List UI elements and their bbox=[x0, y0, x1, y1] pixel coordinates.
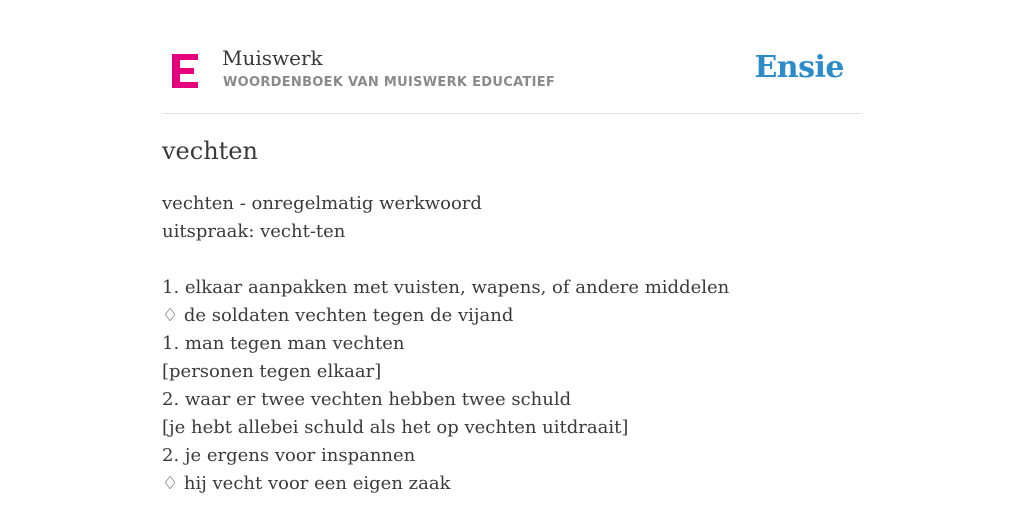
entry-line: ♢ de soldaten vechten tegen de vijand bbox=[162, 305, 514, 326]
muiswerk-logo-icon[interactable] bbox=[172, 54, 200, 88]
entry-line: 2. je ergens voor inspannen bbox=[162, 445, 416, 466]
entry-line: ♢ hij vecht voor een eigen zaak bbox=[162, 473, 451, 494]
site-title[interactable]: Muiswerk bbox=[222, 46, 323, 70]
entry-line: 1. man tegen man vechten bbox=[162, 333, 405, 354]
entry-line: [je hebt allebei schuld als het op vechten uitdraait] bbox=[162, 417, 629, 438]
site-subtitle: WOORDENBOEK VAN MUISWERK EDUCATIEF bbox=[223, 75, 556, 90]
ensie-brand-logo[interactable]: Ensie bbox=[754, 50, 844, 85]
entry-line: [personen tegen elkaar] bbox=[162, 361, 382, 382]
page-container bbox=[162, 0, 862, 494]
headword: vechten bbox=[162, 137, 258, 165]
entry-line: 2. waar er twee vechten hebben twee schuld bbox=[162, 389, 572, 410]
entry-line bbox=[162, 246, 862, 274]
entry-line: 1. elkaar aanpakken met vuisten, wapens, of andere middelen bbox=[162, 277, 730, 298]
entry-definition bbox=[162, 190, 862, 498]
entry-line: uitspraak: vecht-ten bbox=[162, 221, 346, 242]
entry-line: vechten - onregelmatig werkwoord bbox=[162, 193, 482, 214]
site-header bbox=[162, 0, 862, 114]
